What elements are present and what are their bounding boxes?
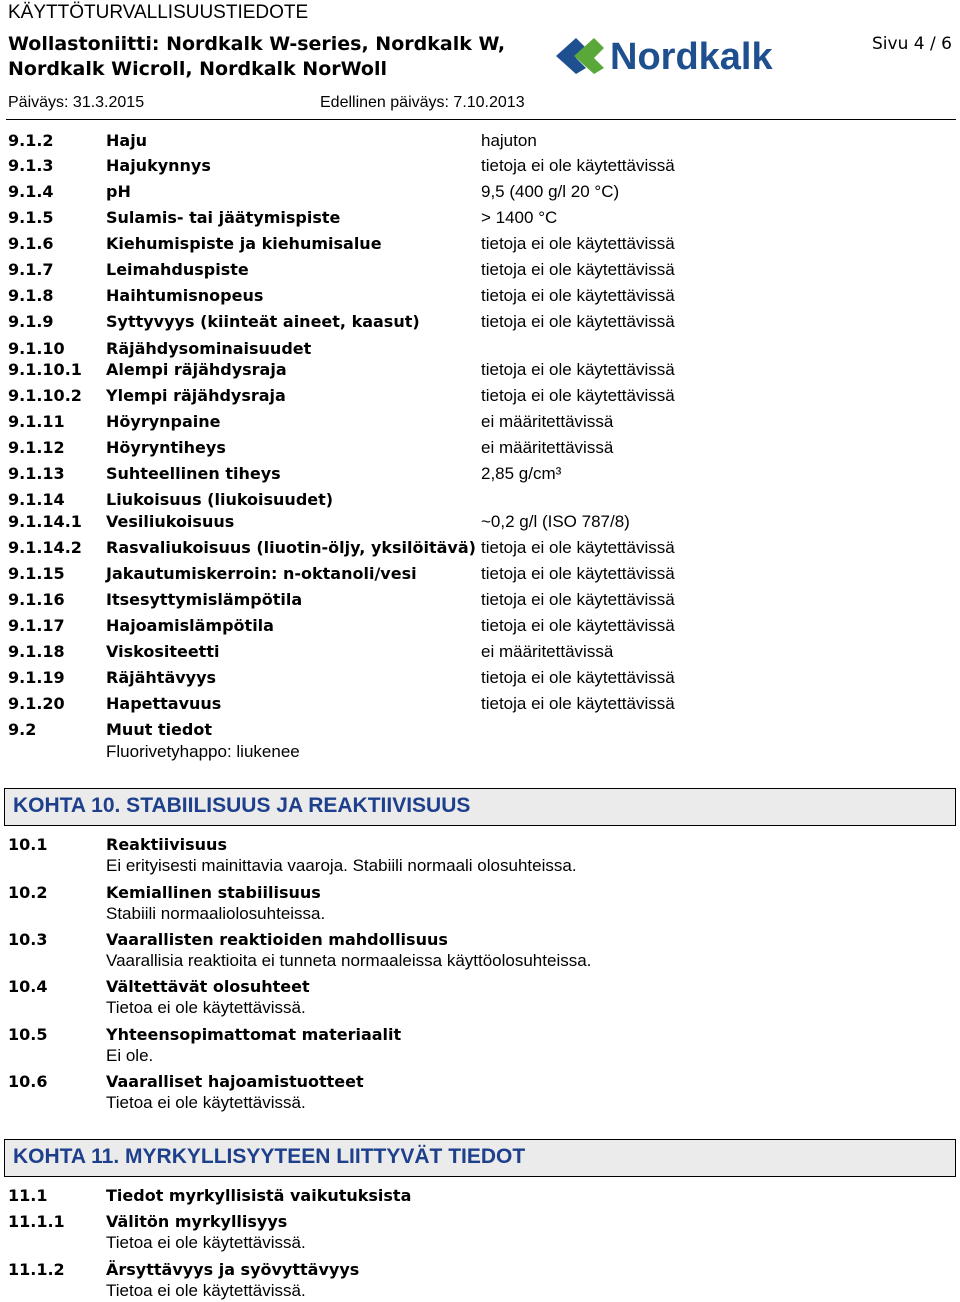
property-value: tietoja ei ole käytettävissä <box>481 564 675 583</box>
property-value: tietoja ei ole käytettävissä <box>481 538 675 557</box>
section10-item-number: 10.3 <box>8 930 48 949</box>
section10-item-text: Tietoa ei ole käytettävissä. <box>106 998 306 1017</box>
section10-item-number: 10.1 <box>8 835 48 854</box>
section10-item-number: 10.4 <box>8 977 48 996</box>
property-number: 9.2 <box>8 720 37 739</box>
property-number: 9.1.14 <box>8 490 65 509</box>
property-label: Haju <box>106 131 148 150</box>
section10-item-text: Ei erityisesti mainittavia vaaroja. Stabiili normaali olosuhteissa. <box>106 856 577 875</box>
logo-mark-icon <box>556 38 604 74</box>
property-number: 9.1.10 <box>8 339 65 358</box>
property-label: Rasvaliukoisuus (liuotin-öljy, yksilöitävä) <box>106 538 476 557</box>
property-number: 9.1.7 <box>8 260 54 279</box>
property-label: Kiehumispiste ja kiehumisalue <box>106 234 382 253</box>
property-label: Ylempi räjähdysraja <box>106 386 286 405</box>
property-number: 9.1.3 <box>8 156 54 175</box>
section11-header <box>4 1139 956 1177</box>
property-value: ei määritettävissä <box>481 412 614 431</box>
property-label: pH <box>106 182 131 201</box>
section10-item-number: 10.5 <box>8 1025 48 1044</box>
section11-item-number: 11.1.1 <box>8 1212 65 1231</box>
property-label: Räjähtävyys <box>106 668 217 687</box>
property-number: 9.1.10.2 <box>8 386 82 405</box>
property-value: 9,5 (400 g/l 20 °C) <box>481 182 620 201</box>
property-number: 9.1.8 <box>8 286 54 305</box>
logo-wordmark: Nordkalk <box>610 36 773 76</box>
section10-item-label: Reaktiivisuus <box>106 835 227 854</box>
section10-header <box>4 788 956 826</box>
property-label: Höyrynpaine <box>106 412 221 431</box>
property-label: Höyryntiheys <box>106 438 226 457</box>
property-number: 9.1.11 <box>8 412 65 431</box>
property-label: Muut tiedot <box>106 720 212 739</box>
header-divider <box>6 119 956 120</box>
property-value: tietoja ei ole käytettävissä <box>481 360 675 379</box>
property-value: tietoja ei ole käytettävissä <box>481 312 675 331</box>
section11-item-label: Välitön myrkyllisyys <box>106 1212 288 1231</box>
property-value: tietoja ei ole käytettävissä <box>481 234 675 253</box>
property-value: tietoja ei ole käytettävissä <box>481 260 675 279</box>
section10-item-text: Tietoa ei ole käytettävissä. <box>106 1093 306 1112</box>
section10-item-text: Vaarallisia reaktioita ei tunneta normaaleissa käyttöolosuhteissa. <box>106 951 592 970</box>
property-number: 9.1.12 <box>8 438 65 457</box>
section11-title: KOHTA 11. MYRKYLLISYYTEEN LIITTYVÄT TIEDOT <box>13 1145 526 1168</box>
property-number: 9.1.19 <box>8 668 65 687</box>
section11-item-label: Ärsyttävyys ja syövyttävyys <box>106 1260 360 1279</box>
section11-item-text: Tietoa ei ole käytettävissä. <box>106 1281 306 1300</box>
property-value: ~0,2 g/l (ISO 787/8) <box>481 512 630 531</box>
property-value: tietoja ei ole käytettävissä <box>481 694 675 713</box>
property-value: tietoja ei ole käytettävissä <box>481 668 675 687</box>
property-value: tietoja ei ole käytettävissä <box>481 386 675 405</box>
section10-item-label: Vältettävät olosuhteet <box>106 977 310 996</box>
previous-date: Edellinen päiväys: 7.10.2013 <box>320 94 525 111</box>
property-number: 9.1.10.1 <box>8 360 82 379</box>
property-value: > 1400 °C <box>481 208 558 227</box>
property-value: 2,85 g/cm³ <box>481 464 562 483</box>
property-label: Hajoamislämpötila <box>106 616 274 635</box>
property-number: 9.1.18 <box>8 642 65 661</box>
property-number: 9.1.13 <box>8 464 65 483</box>
property-label: Haihtumisnopeus <box>106 286 264 305</box>
property-label: Sulamis- tai jäätymispiste <box>106 208 341 227</box>
property-value: tietoja ei ole käytettävissä <box>481 286 675 305</box>
property-number: 9.1.14.2 <box>8 538 82 557</box>
property-label: Viskositeetti <box>106 642 220 661</box>
property-number: 9.1.15 <box>8 564 65 583</box>
property-number: 9.1.16 <box>8 590 65 609</box>
section10-item-text: Stabiili normaaliolosuhteissa. <box>106 904 326 923</box>
property-label: Suhteellinen tiheys <box>106 464 281 483</box>
property-value: tietoja ei ole käytettävissä <box>481 616 675 635</box>
property-label: Syttyvyys (kiinteät aineet, kaasut) <box>106 312 420 331</box>
property-label: Jakautumiskerroin: n-oktanoli/vesi <box>106 564 417 583</box>
section11-item-number: 11.1 <box>8 1186 48 1205</box>
property-number: 9.1.5 <box>8 208 54 227</box>
section11-item-number: 11.1.2 <box>8 1260 65 1279</box>
section11-item-label: Tiedot myrkyllisistä vaikutuksista <box>106 1186 412 1205</box>
section10-item-label: Kemiallinen stabiilisuus <box>106 883 321 902</box>
page-number: Sivu 4 / 6 <box>872 34 952 54</box>
product-title-line2: Nordkalk Wicroll, Nordkalk NorWoll <box>8 58 387 80</box>
property-number: 9.1.9 <box>8 312 54 331</box>
product-title-line1: Wollastoniitti: Nordkalk W-series, Nordkalk W, <box>8 33 506 55</box>
property-label: Hapettavuus <box>106 694 222 713</box>
section10-item-text: Ei ole. <box>106 1046 154 1065</box>
property-label: Itsesyttymislämpötila <box>106 590 303 609</box>
property-number: 9.1.14.1 <box>8 512 82 531</box>
section10-title: KOHTA 10. STABIILISUUS JA REAKTIIVISUUS <box>13 794 471 817</box>
section10-item-label: Vaaralliset hajoamistuotteet <box>106 1072 364 1091</box>
document-type: KÄYTTÖTURVALLISUUSTIEDOTE <box>8 2 309 23</box>
property-label: Alempi räjähdysraja <box>106 360 287 379</box>
other-info-text: Fluorivetyhappo: liukenee <box>106 742 300 761</box>
property-number: 9.1.17 <box>8 616 65 635</box>
property-number: 9.1.20 <box>8 694 65 713</box>
issue-date: Päiväys: 31.3.2015 <box>8 94 145 111</box>
section11-item-text: Tietoa ei ole käytettävissä. <box>106 1233 306 1252</box>
property-label: Vesiliukoisuus <box>106 512 235 531</box>
property-value: ei määritettävissä <box>481 438 614 457</box>
property-value: hajuton <box>481 131 537 150</box>
property-label: Leimahduspiste <box>106 260 249 279</box>
property-number: 9.1.4 <box>8 182 54 201</box>
property-number: 9.1.6 <box>8 234 54 253</box>
property-label: Hajukynnys <box>106 156 211 175</box>
section10-item-label: Yhteensopimattomat materiaalit <box>106 1025 402 1044</box>
property-value: tietoja ei ole käytettävissä <box>481 156 675 175</box>
property-label: Liukoisuus (liukoisuudet) <box>106 490 334 509</box>
property-label: Räjähdysominaisuudet <box>106 339 312 358</box>
property-value: ei määritettävissä <box>481 642 614 661</box>
section10-item-number: 10.2 <box>8 883 48 902</box>
section10-item-label: Vaarallisten reaktioiden mahdollisuus <box>106 930 448 949</box>
property-number: 9.1.2 <box>8 131 54 150</box>
section10-item-number: 10.6 <box>8 1072 48 1091</box>
nordkalk-logo <box>554 36 812 76</box>
property-value: tietoja ei ole käytettävissä <box>481 590 675 609</box>
